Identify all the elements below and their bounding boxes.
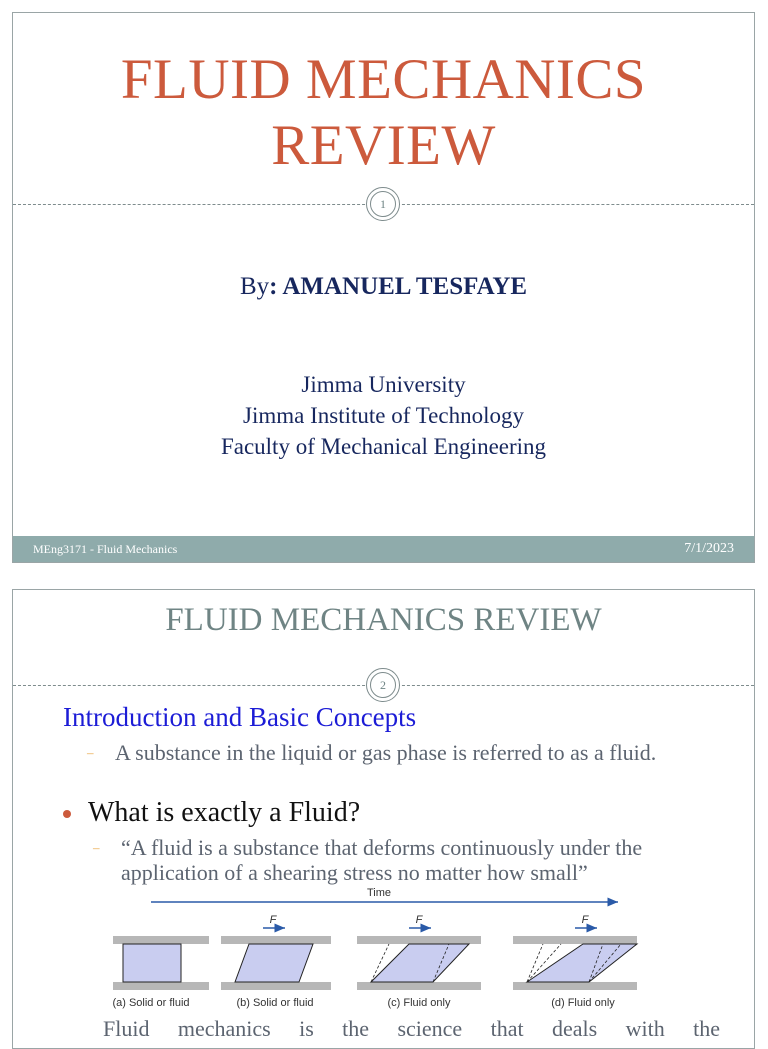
panel-b [221,914,331,1009]
slide-2-title [13,600,754,640]
caption-d: (d) Fluid only [551,997,615,1009]
institution-block [13,369,754,462]
author-prefix: By [239,273,270,300]
panel-c [357,914,481,1009]
time-label: Time [366,887,392,899]
shear-figure-svg [103,886,623,1016]
slide-1-title-text: FLUID MECHANICS REVIEW [120,48,647,177]
footer-course: MEng3171 - Fluid Mechanics [33,541,178,556]
slide-1-footer [13,536,754,562]
panel-a [112,936,209,1009]
sub-point-1 [87,740,720,765]
slide-2-title-text: FLUID MECHANICS REVIEW [165,602,602,638]
bullet-point [63,797,360,829]
author-name: : AMANUEL TESFAYE [269,273,528,300]
slide-1 [12,12,755,563]
panel-d [513,914,637,1009]
shear-deformation-figure [103,886,623,1016]
institution-faculty: Faculty of Mechanical Engineering [220,434,547,459]
author-line [13,273,754,301]
section-heading: Introduction and Basic Concepts [63,702,417,732]
slide-2-number-badge [366,668,400,702]
bullet-dot [63,810,71,818]
sub-point-2-text: “A fluid is a substance that deforms continuously under the application of a shearing stress no matter how small” [121,835,643,885]
slide-2-number: 2 [380,677,386,692]
slide-1-number: 1 [380,196,386,211]
force-label-c: F [415,914,423,926]
dash-marker: – [87,745,94,760]
footer-date: 7/1/2023 [684,541,734,556]
caption-b: (b) Solid or fluid [236,997,314,1009]
cut-off-text: Fluid mechanics is the science that deals with the [103,1016,720,1041]
slide-2 [12,589,755,1049]
slide-1-title [13,47,754,179]
caption-a: (a) Solid or fluid [112,997,190,1009]
caption-c: (c) Fluid only [387,997,451,1009]
force-label-d: F [581,914,589,926]
sub-point-1-text: A substance in the liquid or gas phase is referred to as a fluid. [115,740,657,765]
dash-marker: – [93,840,100,855]
bullet-text: What is exactly a Fluid? [88,797,361,828]
slide-1-number-badge [366,187,400,221]
institution-institute: Jimma Institute of Technology [243,403,524,428]
institution-university: Jimma University [301,372,466,397]
force-label-b: F [269,914,277,926]
sub-point-2 [93,835,720,885]
